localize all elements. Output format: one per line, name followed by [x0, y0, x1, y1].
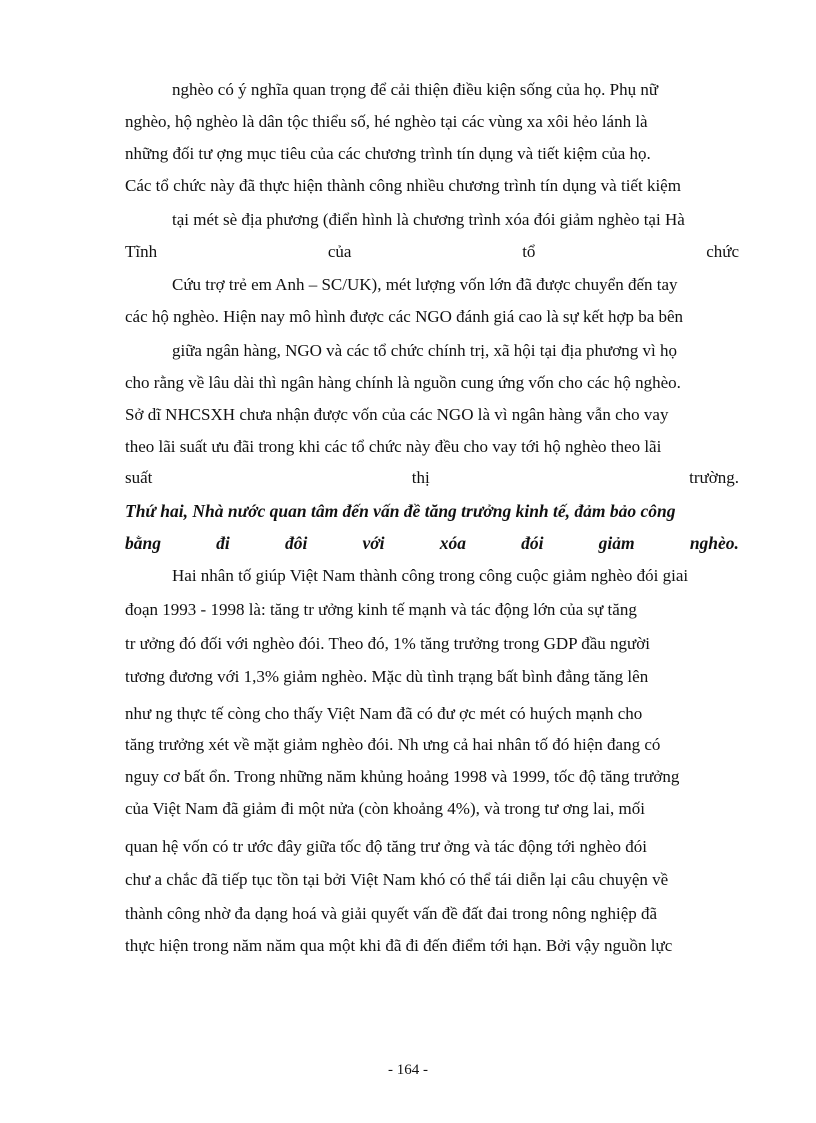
word: trường.: [689, 468, 739, 487]
word: tổ: [522, 242, 536, 261]
text-line: tăng trưởng xét về mặt giảm nghèo đói. Nh ưng cả hai nhân tố đó hiện đang có: [125, 735, 661, 754]
text-line: Các tổ chức này đã thực hiện thành công nhiều chương trình tín dụng và tiết kiệm: [125, 176, 681, 195]
text-line: giữa ngân hàng, NGO và các tổ chức chính trị, xã hội tại địa phương vì họ: [172, 341, 677, 360]
word: Tĩnh: [125, 242, 158, 261]
page-number: - 164 -: [388, 1062, 428, 1078]
text-line: như ng thực tế còng cho thấy Việt Nam đã có đư ợc mét có huých mạnh cho: [125, 704, 643, 723]
word: đói: [521, 533, 544, 553]
text-line: thành công nhờ đa dạng hoá và giải quyết vấn đề đất đai trong nông nghiệp đã: [125, 904, 658, 923]
word: bằng: [125, 533, 161, 553]
text-line: tương đương với 1,3% giảm nghèo. Mặc dù tình trạng bất bình đẳng tăng lên: [125, 667, 649, 686]
text-line: cho rằng về lâu dài thì ngân hàng chính là nguồn cung ứng vốn cho các hộ nghèo.: [125, 373, 681, 392]
word: suất: [125, 468, 153, 487]
word: xóa: [439, 533, 466, 553]
text-line: đoạn 1993 - 1998 là: tăng tr ưởng kinh tế mạnh và tác động lớn của sự tăng: [125, 600, 637, 619]
text-line: Cứu trợ trẻ em Anh – SC/UK), mét lượng vốn lớn đã được chuyển đến tay: [172, 275, 678, 294]
word: đi: [216, 533, 230, 553]
word: chức: [706, 242, 739, 261]
text-line: nghèo, hộ nghèo là dân tộc thiểu số, hé nghèo tại các vùng xa xôi hẻo lánh là: [125, 112, 648, 131]
word: giảm: [598, 533, 635, 553]
justified-line: [125, 241, 739, 263]
word: với: [362, 533, 385, 553]
justified-line: [125, 467, 739, 489]
text-line: chư a chắc đã tiếp tục tồn tại bởi Việt Nam khó có thể tái diễn lại câu chuyện về: [125, 870, 669, 889]
word: nghèo.: [689, 533, 739, 553]
word: của: [327, 242, 352, 261]
text-line: nghèo có ý nghĩa quan trọng để cải thiện điều kiện sống của họ. Phụ nữ: [172, 80, 659, 99]
section-heading: Thứ hai, Nhà nước quan tâm đến vấn đề tăng trưởng kinh tế, đảm bảo công: [125, 501, 676, 521]
text-line: nguy cơ bất ổn. Trong những năm khủng hoảng 1998 và 1999, tốc độ tăng trưởng: [125, 767, 680, 786]
text-line: thực hiện trong năm năm qua một khi đã đi đến điểm tới hạn. Bởi vậy nguồn lực: [125, 936, 673, 955]
text-line: theo lãi suất ưu đãi trong khi các tổ chức này đều cho vay tới hộ nghèo theo lãi: [125, 437, 662, 456]
text-line: Hai nhân tố giúp Việt Nam thành công trong công cuộc giảm nghèo đói giai: [172, 566, 689, 585]
word: đôi: [284, 533, 308, 553]
text-line: những đối tư ợng mục tiêu của các chương trình tín dụng và tiết kiệm của họ.: [125, 144, 651, 163]
text-line: các hộ nghèo. Hiện nay mô hình được các NGO đánh giá cao là sự kết hợp ba bên: [125, 307, 684, 326]
text-line: của Việt Nam đã giảm đi một nửa (còn khoảng 4%), và trong tư ơng lai, mối: [125, 799, 645, 818]
word: thị: [411, 468, 430, 487]
section-heading-continued: [125, 532, 739, 554]
text-line: Sở dĩ NHCSXH chưa nhận được vốn của các NGO là vì ngân hàng vẫn cho vay: [125, 405, 669, 424]
text-line: quan hệ vốn có tr ước đây giữa tốc độ tăng trư ởng và tác động tới nghèo đói: [125, 837, 647, 856]
text-line: tại mét sè địa phương (điển hình là chương trình xóa đói giảm nghèo tại Hà: [172, 210, 685, 229]
text-line: tr ưởng đó đối với nghèo đói. Theo đó, 1% tăng trưởng trong GDP đầu người: [125, 634, 650, 653]
